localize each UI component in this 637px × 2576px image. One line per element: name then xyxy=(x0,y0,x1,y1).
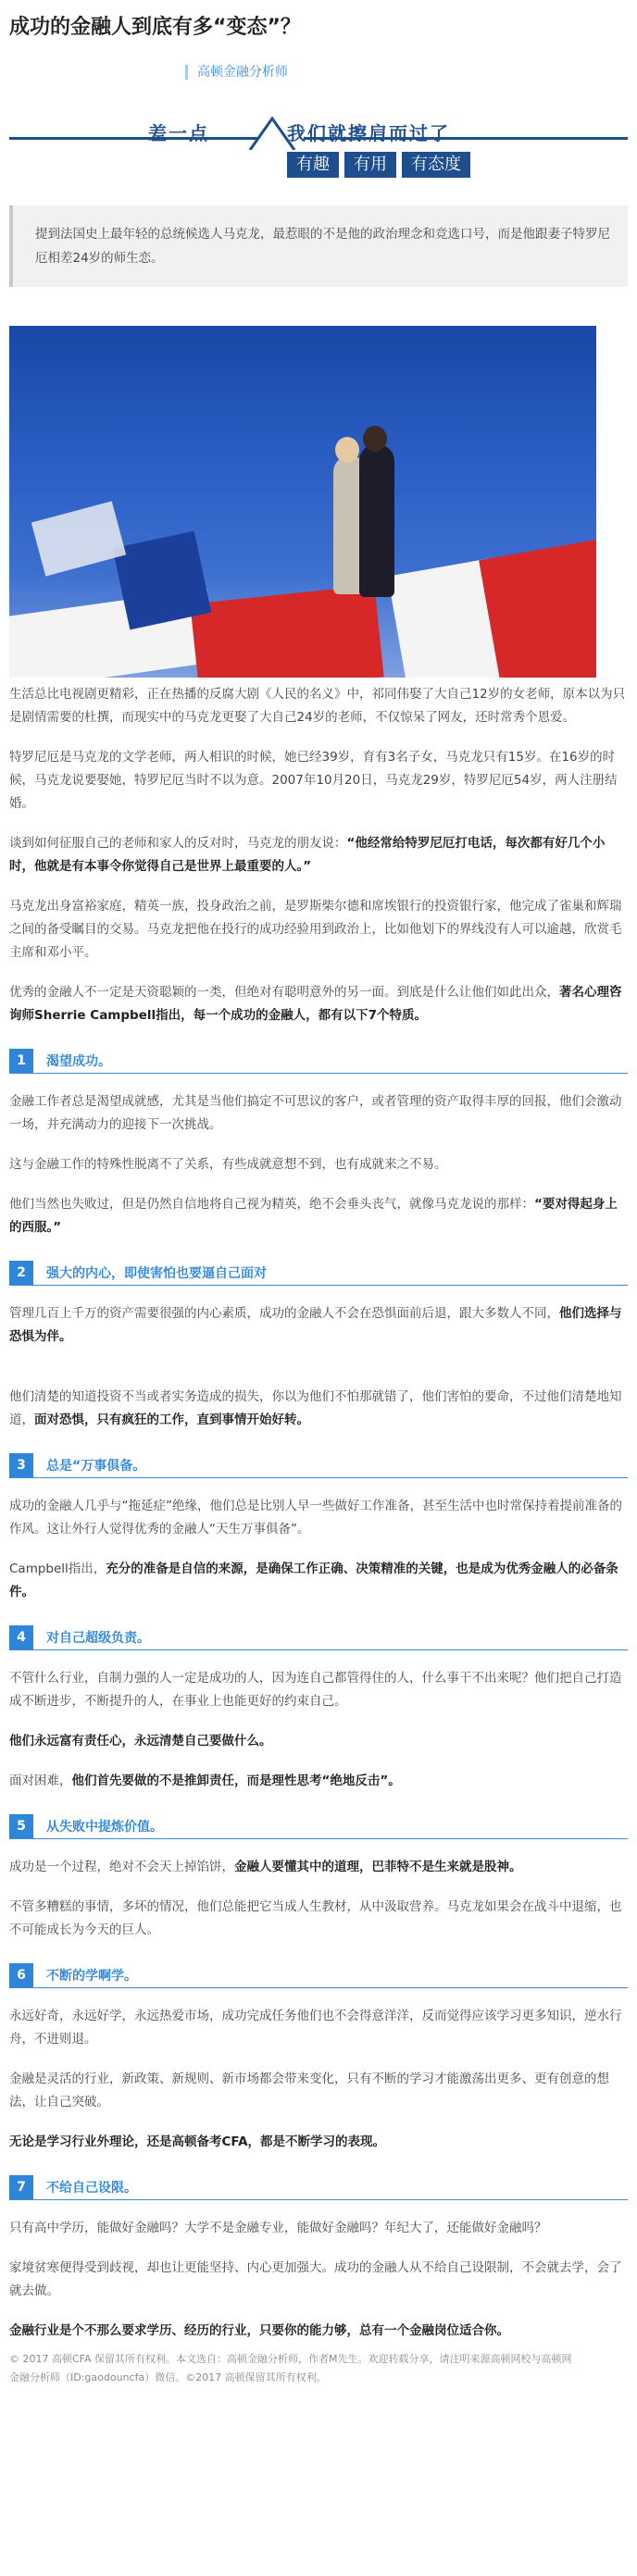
person-head xyxy=(335,437,359,463)
section-number: 4 xyxy=(9,1625,33,1649)
bold-text: “要对得起身上的西服。” xyxy=(9,1197,618,1235)
section-title: 对自己超级负责。 xyxy=(46,1630,150,1646)
paragraph: 永远好奇，永远好学，永远热爱市场，成功完成任务他们也不会得意洋洋，反而觉得应该学习更多知识，逆水行舟，不进则退。 xyxy=(9,2009,622,2047)
section-title: 从失败中提炼价值。 xyxy=(46,1819,163,1835)
paragraph xyxy=(9,1302,628,1349)
person-figure xyxy=(359,444,394,597)
section-number: 6 xyxy=(9,1963,33,1987)
paragraph: 不管什么行业，自制力强的人一定是成功的人，因为连自己都管得住的人，什么事干不出来呢？他们把自己打造成不断进步，不断提升的人，在事业上也能更好的约束自己。 xyxy=(9,1671,622,1709)
text-span: 管理几百上千万的资产需要很强的内心素质，成功的金融人不会在恐惧面前后退，跟大多数人不同， xyxy=(9,1306,559,1321)
text-span: 谈到如何征服自己的老师和家人的反对时，马克龙的朋友说： xyxy=(9,836,347,851)
paragraph xyxy=(9,1386,628,1432)
text-span: 优秀的金融人不一定是天资聪颖的一类，但绝对有聪明意外的另一面。到底是什么让他们如此出众， xyxy=(9,985,559,1000)
copyright-footer-line2: 金融分析师（ID:gaodouncfa）微信。©2017 高顿保留其所有权利。 xyxy=(9,2371,327,2383)
section-title: 总是“万事俱备。 xyxy=(46,1458,146,1474)
section-header xyxy=(9,1452,628,1478)
paragraph: 他们永远富有责任心，永远清楚自己要做什么。 xyxy=(9,1734,272,1748)
flag-shape xyxy=(190,585,383,678)
banner-tag: 有趣 xyxy=(287,152,339,178)
copyright-footer: © 2017 高顿CFA 保留其所有权利。本文选自：高顿金融分析师，作者M先生。欢迎转载分享，请注明来源高顿网校与高顿网 xyxy=(9,2353,572,2365)
paragraph: 特罗尼厄是马克龙的文学老师，两人相识的时候，她已经39岁，育有3名子女，马克龙只有15岁。在16岁的时候，马克龙说要娶她，特罗尼厄当时不以为意。2007年10月20日，马克龙29岁，特罗尼厄54岁，两人注册结婚。 xyxy=(9,750,618,811)
paragraph: 家境贫寒便得受到歧视，却也让更能坚持、内心更加强大。成功的金融人从不给自己设限制，不会就去学，会了就去做。 xyxy=(9,2260,622,2298)
person-head xyxy=(363,426,387,452)
paragraph xyxy=(9,1193,628,1239)
bold-text: 面对恐惧，只有疯狂的工作，直到事情开始好转。 xyxy=(34,1412,309,1427)
section-title: 不给自己设限。 xyxy=(46,2180,137,2196)
bold-text: “他经常给特罗尼厄打电话，每次都有好几个小时，他就是有本事令你觉得自己是世界上最重要的人。” xyxy=(9,836,606,874)
text-span: 成功是一个过程，绝对不会天上掉馅饼， xyxy=(9,1860,234,1874)
author-name[interactable]: 高顿金融分析师 xyxy=(197,65,288,80)
flag-shape xyxy=(479,538,596,678)
article-title: 成功的金融人到底有多“变态”？ xyxy=(9,16,301,39)
section-header xyxy=(9,1624,628,1650)
paragraph xyxy=(9,981,628,1027)
flag-shape xyxy=(31,501,126,576)
text-span: 他们当然也失败过，但是仍然自信地将自己视为精英，绝不会垂头丧气，就像马克龙说的那样： xyxy=(9,1197,534,1212)
section-title: 渴望成功。 xyxy=(46,1053,111,1069)
paragraph: 金融工作者总是渴望成就感，尤其是当他们搞定不可思议的客户，或者管理的资产取得丰厚的回报，他们会激动一场，并充满动力的迎接下一次挑战。 xyxy=(9,1094,622,1132)
section-header xyxy=(9,1962,628,1988)
flag-shape xyxy=(113,531,212,630)
section-header xyxy=(9,1048,628,1074)
paragraph: 不管多糟糕的事情，多坏的情况，他们总能把它当成人生教材，从中汲取营养。马克龙如果会在战斗中退缩，也不可能成长为今天的巨人。 xyxy=(9,1899,622,1937)
section-header xyxy=(9,2174,628,2200)
bold-text: 著名心理咨询师Sherrie Campbell指出，每一个成功的金融人，都有以下7个特质。 xyxy=(9,985,622,1023)
author-byline[interactable] xyxy=(185,63,628,81)
byline-bar xyxy=(185,65,188,80)
section-number: 3 xyxy=(9,1453,33,1477)
section-header xyxy=(9,1260,628,1286)
intro-quote: 提到法国史上最年轻的总统候选人马克龙，最惹眼的不是他的政治理念和竞选口号，而是他跟妻子特罗尼厄相差24岁的师生恋。 xyxy=(9,205,628,287)
section-header xyxy=(9,1813,628,1839)
text-span: 他们清楚的知道投资不当或者实务造成的损失，你以为他们不怕那就错了，他们害怕的要命，不过他们清楚地知道， xyxy=(9,1389,622,1427)
article-photo xyxy=(9,326,596,678)
paragraph: 马克龙出身富裕家庭，精英一族，投身政治之前，是罗斯柴尔德和席埃银行的投资银行家，他完成了雀巢和辉瑞之间的备受瞩目的交易。马克龙把他在投行的成功经验用到政治上，比如他划下的界线没有人可以逾越，欣赏毛主席和邓小平。 xyxy=(9,899,622,960)
paragraph xyxy=(9,832,628,878)
section-title: 强大的内心，即使害怕也要逼自己面对 xyxy=(46,1265,267,1281)
paragraph: 成功的金融人几乎与“拖延症”绝缘，他们总是比别人早一些做好工作准备，甚至生活中也时常保持着提前准备的作风。这让外行人觉得优秀的金融人“天生万事俱备”。 xyxy=(9,1499,622,1537)
section-number: 1 xyxy=(9,1049,33,1073)
text-span: 面对困难， xyxy=(9,1773,72,1788)
paragraph xyxy=(9,1856,628,1879)
header-banner xyxy=(9,109,628,193)
banner-tag: 有态度 xyxy=(402,152,470,178)
paragraph xyxy=(9,1558,628,1604)
bold-text: 他们首先要做的不是推卸责任，而是理性思考“绝地反击”。 xyxy=(71,1773,401,1788)
section-number: 7 xyxy=(9,2175,33,2199)
paragraph: 只有高中学历，能做好金融吗？大学不是金融专业，能做好金融吗？年纪大了，还能做好金融吗？ xyxy=(9,2221,547,2235)
section-number: 5 xyxy=(9,1814,33,1838)
paragraph: 无论是学习行业外理论，还是高顿备考CFA，都是不断学习的表现。 xyxy=(9,2134,386,2149)
bold-text: 他们选择与恐惧为伴。 xyxy=(9,1306,622,1344)
bold-text: 充分的准备是自信的来源，是确保工作正确、决策精准的关键，也是成为优秀金融人的必备条件。 xyxy=(9,1562,618,1599)
banner-right-text: 我们就擦肩而过了 xyxy=(287,122,450,144)
banner-tag: 有用 xyxy=(344,152,396,178)
section-title: 不断的学啊学。 xyxy=(46,1968,137,1984)
paragraph: 金融是灵活的行业，新政策、新规则、新市场都会带来变化，只有不断的学习才能激荡出更多、更有创意的想法，让自己突破。 xyxy=(9,2072,609,2109)
paragraph: 生活总比电视剧更精彩，正在热播的反腐大剧《人民的名义》中，祁同伟娶了大自己12岁的女老师，原本以为只是剧情需要的杜撰，而现实中的马克龙更娶了大自己24岁的老师，不仅惊呆了网友，还时常秀个恩爱。 xyxy=(9,687,626,725)
paragraph xyxy=(9,1770,628,1793)
banner-line-left xyxy=(9,137,259,140)
section-number: 2 xyxy=(9,1261,33,1285)
banner-left-text: 差一点 xyxy=(148,122,209,144)
paragraph: 这与金融工作的特殊性脱离不了关系，有些成就意想不到，也有成就来之不易。 xyxy=(9,1157,447,1172)
text-span: Campbell指出， xyxy=(9,1562,106,1576)
paragraph: 金融行业是个不那么要求学历、经历的行业，只要你的能力够，总有一个金融岗位适合你。 xyxy=(9,2323,509,2338)
banner-tags xyxy=(287,152,470,178)
bold-text: 金融人要懂其中的道理，巴菲特不是生来就是股神。 xyxy=(234,1860,522,1874)
